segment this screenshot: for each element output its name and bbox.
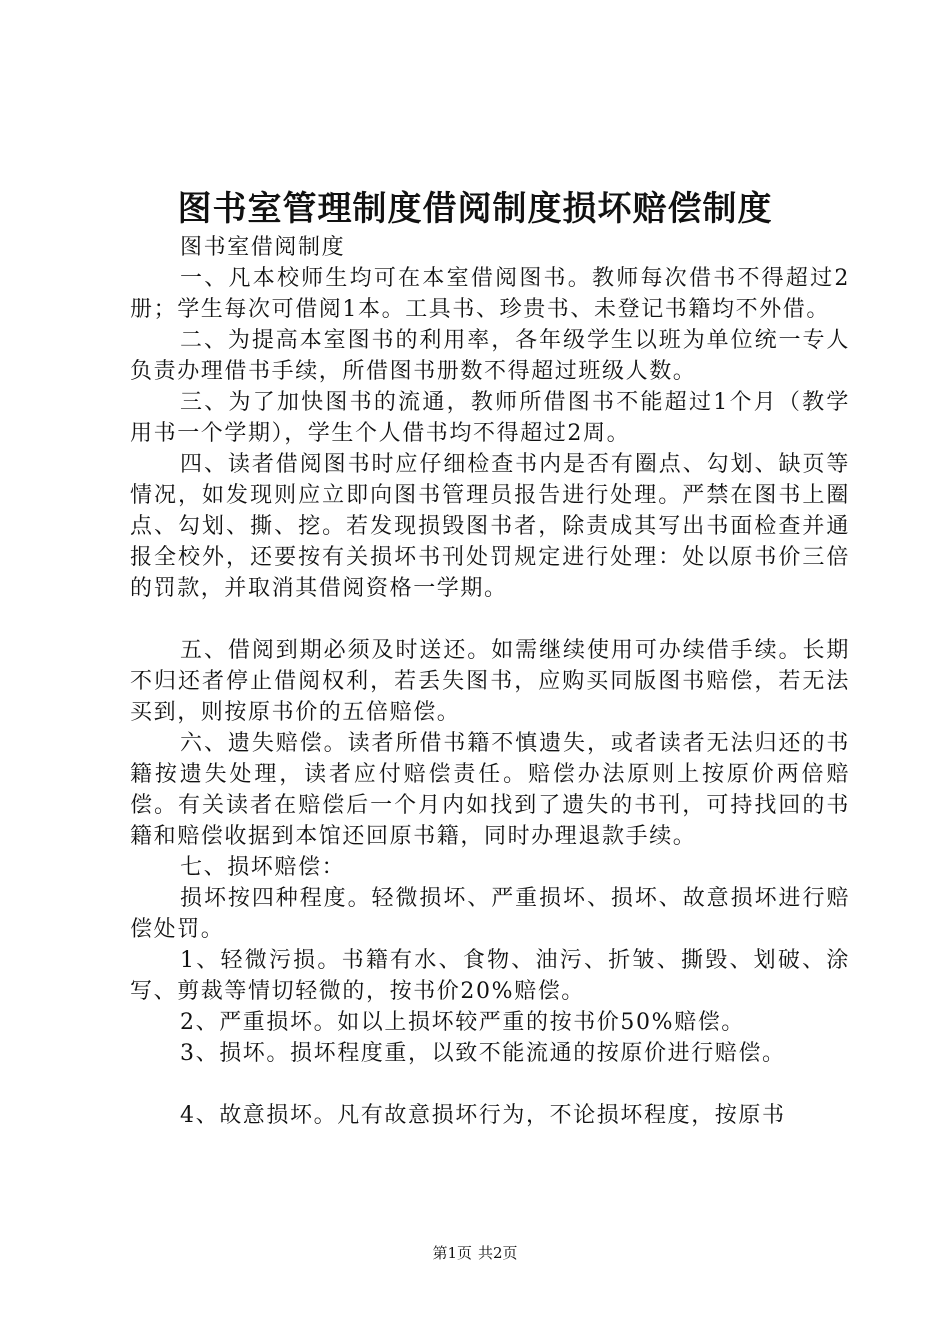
section-heading: 图书室借阅制度 <box>180 235 346 260</box>
page-total: 共2页 <box>478 1244 518 1262</box>
paragraph-rule-1: 一、凡本校师生均可在本室借阅图书。教师每次借书不得超过2册；学生每次可借阅1本。工具书、珍贵书、未登记书籍均不外借。 <box>130 266 850 322</box>
paragraph-rule-5: 五、借阅到期必须及时送还。如需继续使用可办续借手续。长期不归还者停止借阅权利，若丢失图书，应购买同版图书赔偿，若无法买到，则按原书价的五倍赔偿。 <box>130 638 850 725</box>
page-number: 第1页 <box>432 1244 472 1262</box>
paragraph-damage-3: 3、损坏。损坏程度重，以致不能流通的按原价进行赔偿。 <box>180 1041 786 1066</box>
paragraph-damage-2: 2、严重损坏。如以上损坏较严重的按书价50%赔偿。 <box>180 1010 745 1035</box>
paragraph-rule-4: 四、读者借阅图书时应仔细检查书内是否有圈点、勾划、缺页等情况，如发现则应立即向图书管理员报告进行处理。严禁在图书上圈点、勾划、撕、挖。若发现损毁图书者，除责成其写出书面检查并通报全校外，还要按有关损坏书刊处罚规定进行处理：处以原书价三倍的罚款，并取消其借阅资格一学期。 <box>130 452 850 601</box>
paragraph-rule-7: 七、损坏赔偿： <box>180 855 346 880</box>
paragraph-rule-6: 六、遗失赔偿。读者所借书籍不慎遗失，或者读者无法归还的书籍按遗失处理，读者应付赔偿责任。赔偿办法原则上按原价两倍赔偿。有关读者在赔偿后一个月内如找到了遗失的书刊，可持找回的书籍和赔偿收据到本馆还回原书籍，同时办理退款手续。 <box>130 731 850 849</box>
paragraph-damage-4: 4、故意损坏。凡有故意损坏行为，不论损坏程度，按原书 <box>180 1103 786 1128</box>
document-title: 图书室管理制度借阅制度损坏赔偿制度 <box>177 189 773 229</box>
document-body <box>130 232 850 1131</box>
paragraph-rule-2: 二、为提高本室图书的利用率，各年级学生以班为单位统一专人负责办理借书手续，所借图书册数不得超过班级人数。 <box>130 328 850 384</box>
paragraph-damage-1: 1、轻微污损。书籍有水、食物、油污、折皱、撕毁、划破、涂写、剪裁等情切轻微的，按书价20%赔偿。 <box>130 948 850 1004</box>
paragraph-damage-intro: 损坏按四种程度。轻微损坏、严重损坏、损坏、故意损坏进行赔偿处罚。 <box>130 886 850 942</box>
page-footer <box>0 1243 950 1263</box>
paragraph-rule-3: 三、为了加快图书的流通，教师所借图书不能超过1个月（教学用书一个学期），学生个人借书均不得超过2周。 <box>130 390 850 446</box>
